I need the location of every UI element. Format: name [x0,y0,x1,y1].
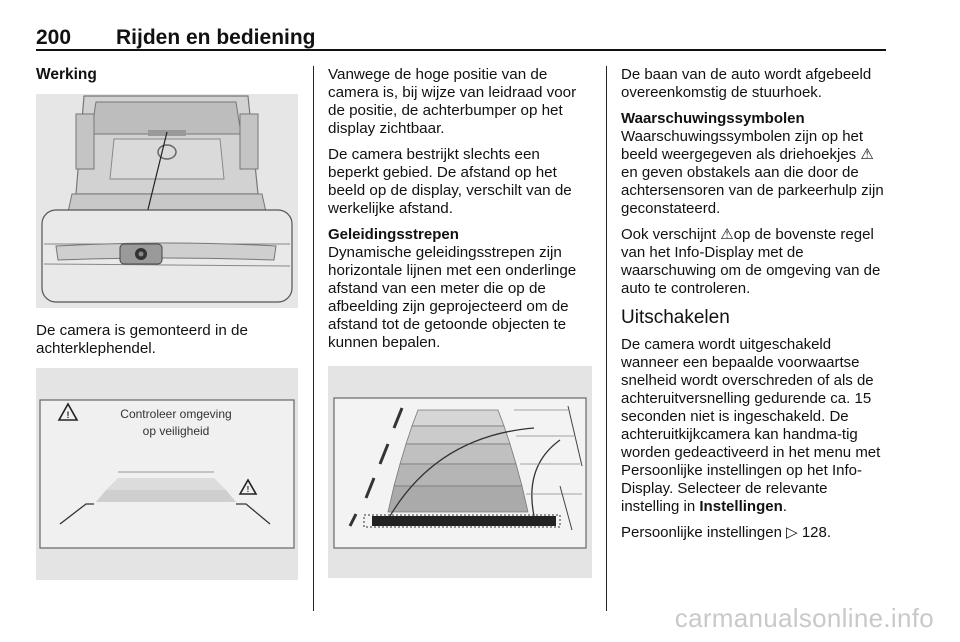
watermark: carmanualsonline.info [674,603,934,633]
display-warning-line2: op veiligheid [142,424,210,438]
display-warning-illustration [36,368,298,580]
right-column [621,66,889,550]
page-reference-link[interactable]: 128. [801,524,832,541]
heading-warning-symbols: Waarschuwingssymbolen [621,110,805,127]
paragraph-switch-off [621,336,889,516]
page-header [36,24,886,52]
paragraph-warning-symbols [621,128,889,218]
camera-mount-caption: De camera is gemonteerd in de achterklephendel. [36,322,248,357]
paragraph-bumper: Vanwege de hoge positie van de camera is, bij wijze van leidraad voor de positie, de achterbumper op het display zichtbaar. [328,66,577,137]
heading-uitschakelen: Uitschakelen [621,307,730,328]
column-divider-2 [606,66,607,611]
column-divider-1 [313,66,314,611]
paragraph-guidelines: Dynamische geleidingsstrepen zijn horizontale lijnen met een onderlinge afstand van een meter die op de afbeelding zijn geprojecteerd om de afstand tot de getoonde objecten te kunnen bepalen. [328,244,577,351]
paragraph-trajectory: De baan van de auto wordt afgebeeld overeenkomstig de stuurhoek. [621,66,872,101]
settings-reference: Instellingen [699,498,783,515]
warning-text-a: Waarschuwingssymbolen zijn op het beeld weergegeven als driehoekjes [621,128,864,163]
rear-camera-illustration [36,94,298,308]
svg-text:!: ! [66,410,70,420]
warning-triangle-icon: ⚠ [860,146,874,163]
left-column [36,66,298,84]
warning-triangle-icon: ⚠ [720,226,734,243]
section-heading-werking: Werking [36,66,97,83]
page-ref-arrow-icon: ▷ [786,524,798,541]
paragraph-range: De camera bestrijkt slechts een beperkt gebied. De afstand op het beeld op de display, verschilt van de werkelijke afstand. [328,146,572,217]
paragraph-info-display [621,226,889,298]
page-title: Rijden en bediening [116,26,316,49]
sentence-end: . [782,498,787,515]
header-rule [36,49,886,51]
page-number: 200 [36,26,72,49]
heading-guidelines: Geleidingsstrepen [328,226,459,243]
display-warning-line1: Controleer omgeving [120,407,232,421]
switch-off-text: De camera wordt uitgeschakeld wanneer een bepaalde voorwaartse snelheid wordt overschreden of als de achteruitversnelling gedurende ca. 15 seconden niet is ingeschakeld. De achteruitkijkcamera kan handma-tig worden gedeactiveerd in het menu met Persoonlijke instellingen op het Info-Display. Selecteer de relevante instelling in [621,336,881,515]
svg-text:!: ! [246,485,250,494]
info-text-b: op de bovenste regel van het Info-Display met de waarschuwing om de omgeving van de auto te controleren. [621,226,881,297]
paragraph-personal-settings [621,524,889,542]
info-text-a: Ook verschijnt [621,226,717,243]
guideline-display-illustration [328,366,592,578]
left-caption-block [36,322,298,366]
middle-column [328,66,594,360]
warning-text-b: en geven obstakels aan die door de achtersensoren van de parkeerhulp zijn geconstateerd. [621,164,884,217]
personal-settings-text: Persoonlijke instellingen [621,524,782,541]
